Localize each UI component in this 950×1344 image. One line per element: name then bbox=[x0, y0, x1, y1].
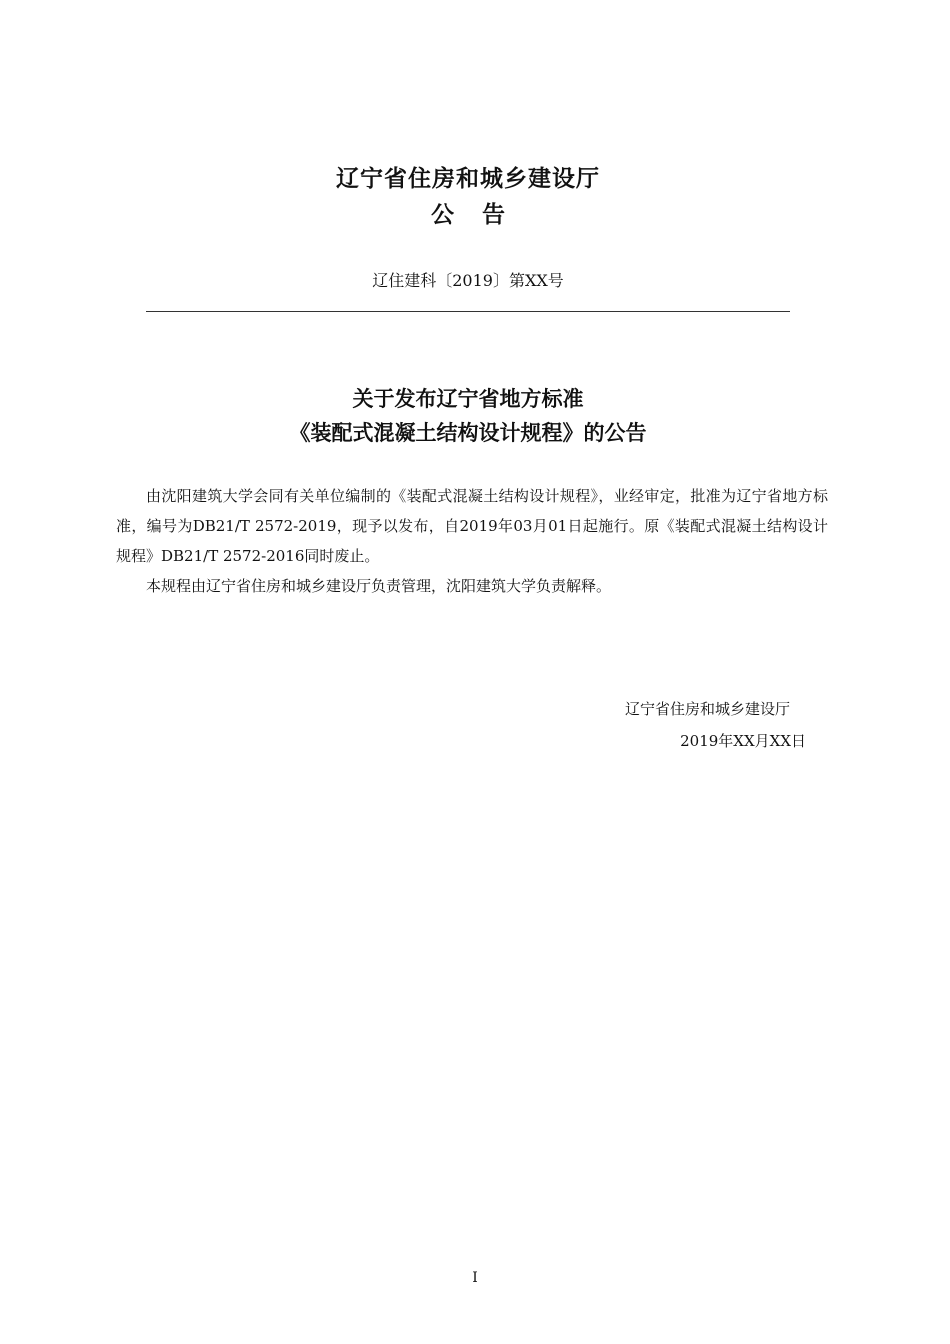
header-divider bbox=[146, 311, 790, 312]
notice-body bbox=[116, 481, 828, 601]
signature-date: 2019年XX月XX日 bbox=[680, 732, 806, 750]
document-number: 辽住建科〔2019〕第XX号 bbox=[372, 271, 564, 290]
notice-heading-line1: 关于发布辽宁省地方标准 bbox=[352, 387, 584, 411]
issuer-title: 辽宁省住房和城乡建设厅 bbox=[336, 166, 600, 192]
body-paragraph-approval: 由沈阳建筑大学会同有关单位编制的《装配式混凝土结构设计规程》，业经审定，批准为辽宁省地方标准，编号为DB21/T 2572-2019，现予以发布，自2019年03月01日起施行。原《装配式混凝土结构设计规程》DB21/T 2572-2016同时废止。 bbox=[116, 487, 828, 565]
body-paragraph-management: 本规程由辽宁省住房和城乡建设厅负责管理，沈阳建筑大学负责解释。 bbox=[146, 577, 612, 595]
page-number: I bbox=[472, 1270, 478, 1286]
notice-heading-line2: 《装配式混凝土结构设计规程》的公告 bbox=[289, 421, 647, 445]
signature-organization: 辽宁省住房和城乡建设厅 bbox=[624, 700, 790, 718]
notice-word: 公告 bbox=[431, 202, 533, 228]
